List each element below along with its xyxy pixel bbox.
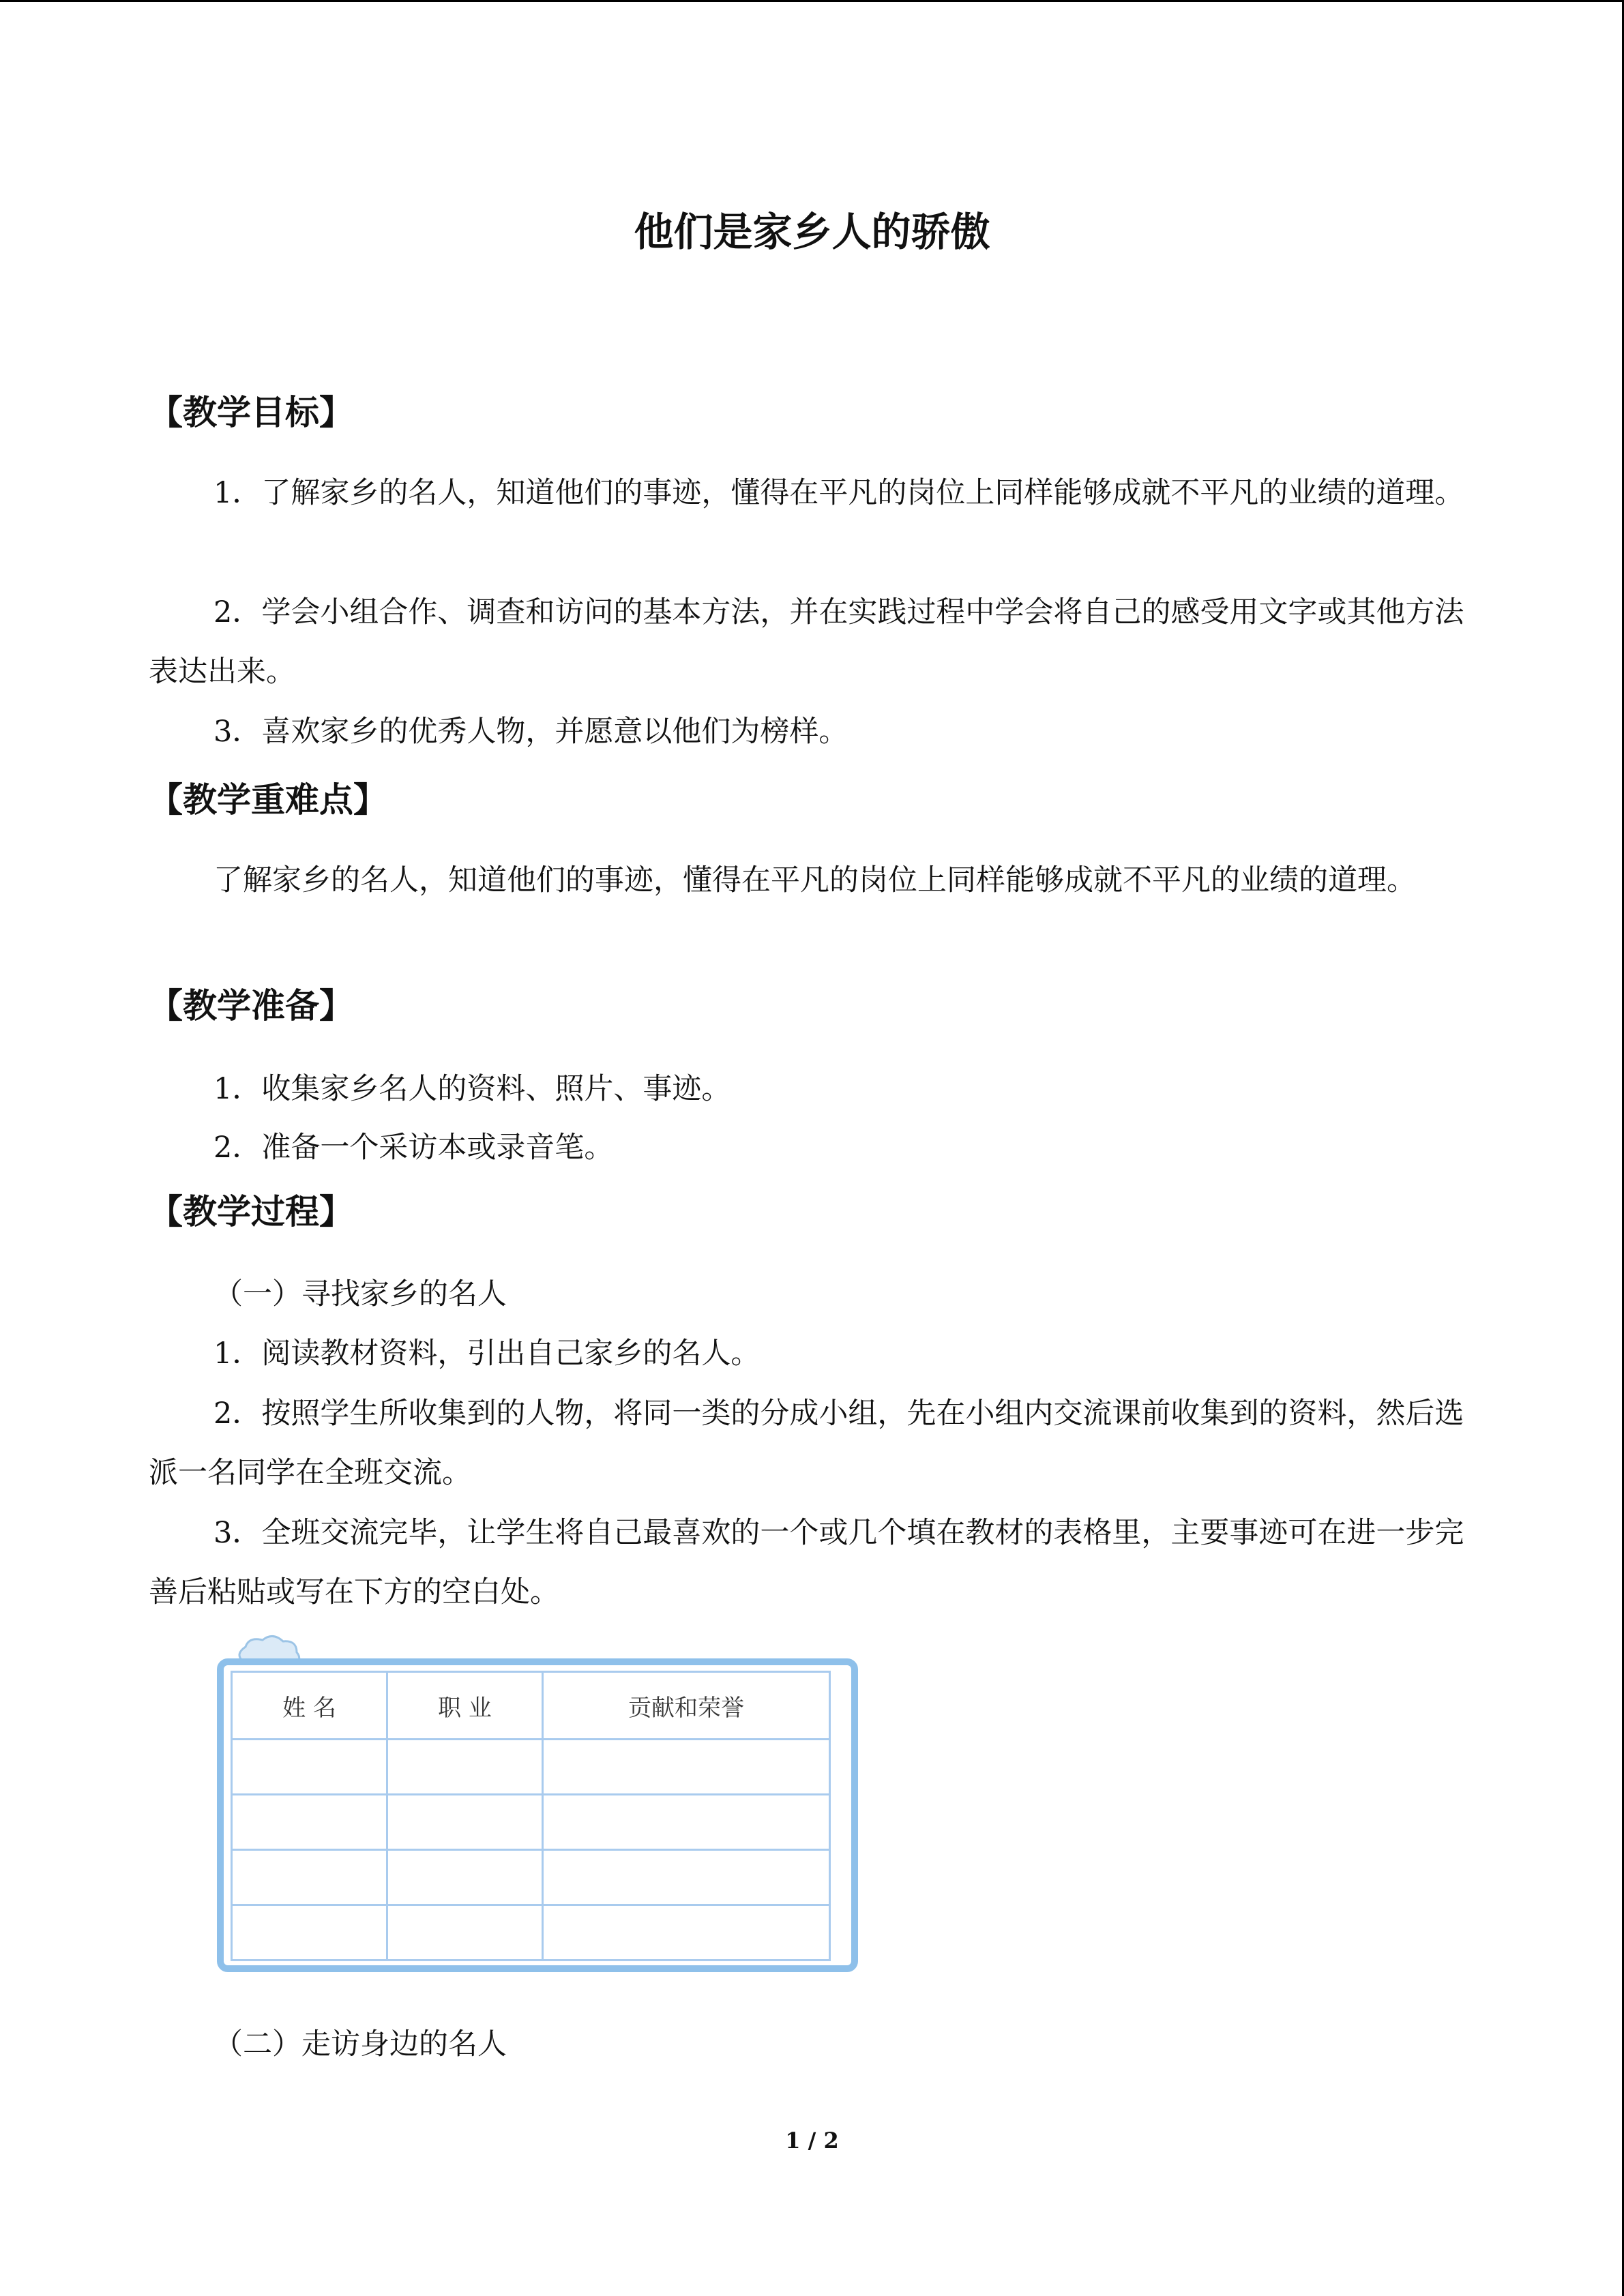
preparation-item-1: 1．收集家乡名人的资料、照片、事迹。 bbox=[213, 1072, 731, 1106]
goal-paragraph-3: 3．喜欢家乡的优秀人物，并愿意以他们为榜样。 bbox=[213, 715, 848, 749]
page-number: 1 / 2 bbox=[785, 2128, 839, 2153]
preparation-item-2: 2．准备一个采访本或录音笔。 bbox=[213, 1131, 614, 1165]
table-header-row bbox=[232, 1672, 830, 1740]
table-row bbox=[232, 1795, 830, 1850]
table-header-occupation: 职 业 bbox=[387, 1672, 543, 1740]
heading-key-points: 【教学重难点】 bbox=[149, 780, 387, 820]
heading-preparation: 【教学准备】 bbox=[149, 986, 353, 1026]
table-row bbox=[232, 1740, 830, 1795]
table-header-name: 姓 名 bbox=[232, 1672, 387, 1740]
process-item-3: 3．全班交流完毕，让学生将自己最喜欢的一个或几个填在教材的表格里，主要事迹可在进一步完善后粘贴或写在下方的空白处。 bbox=[149, 1516, 1464, 1609]
process-item-2: 2．按照学生所收集到的人物，将同一类的分成小组，先在小组内交流课前收集到的资料，然后选派一名同学在全班交流。 bbox=[149, 1397, 1464, 1490]
key-points-paragraph: 了解家乡的名人，知道他们的事迹，懂得在平凡的岗位上同样能够成就不平凡的业绩的道理。 bbox=[213, 863, 1416, 897]
process-subheading-1: （一）寻找家乡的名人 bbox=[213, 1277, 507, 1311]
process-item-1: 1．阅读教材资料，引出自己家乡的名人。 bbox=[213, 1337, 761, 1371]
textbook-table-image bbox=[217, 1658, 858, 1972]
process-subheading-2: （二）走访身边的名人 bbox=[213, 2027, 507, 2061]
heading-process: 【教学过程】 bbox=[149, 1192, 353, 1232]
page-title: 他们是家乡人的骄傲 bbox=[634, 209, 990, 255]
table-row bbox=[232, 1905, 830, 1960]
heading-teaching-goals: 【教学目标】 bbox=[149, 393, 353, 432]
table-header-contribution: 贡献和荣誉 bbox=[543, 1672, 830, 1740]
goal-paragraph-2: 2．学会小组合作、调查和访问的基本方法，并在实践过程中学会将自己的感受用文字或其他方法表达出来。 bbox=[149, 595, 1464, 689]
textbook-table bbox=[231, 1671, 831, 1961]
goal-paragraph-1: 1．了解家乡的名人，知道他们的事迹，懂得在平凡的岗位上同样能够成就不平凡的业绩的道理。 bbox=[213, 476, 1464, 510]
page-top-border bbox=[0, 0, 1624, 2]
table-row bbox=[232, 1850, 830, 1905]
